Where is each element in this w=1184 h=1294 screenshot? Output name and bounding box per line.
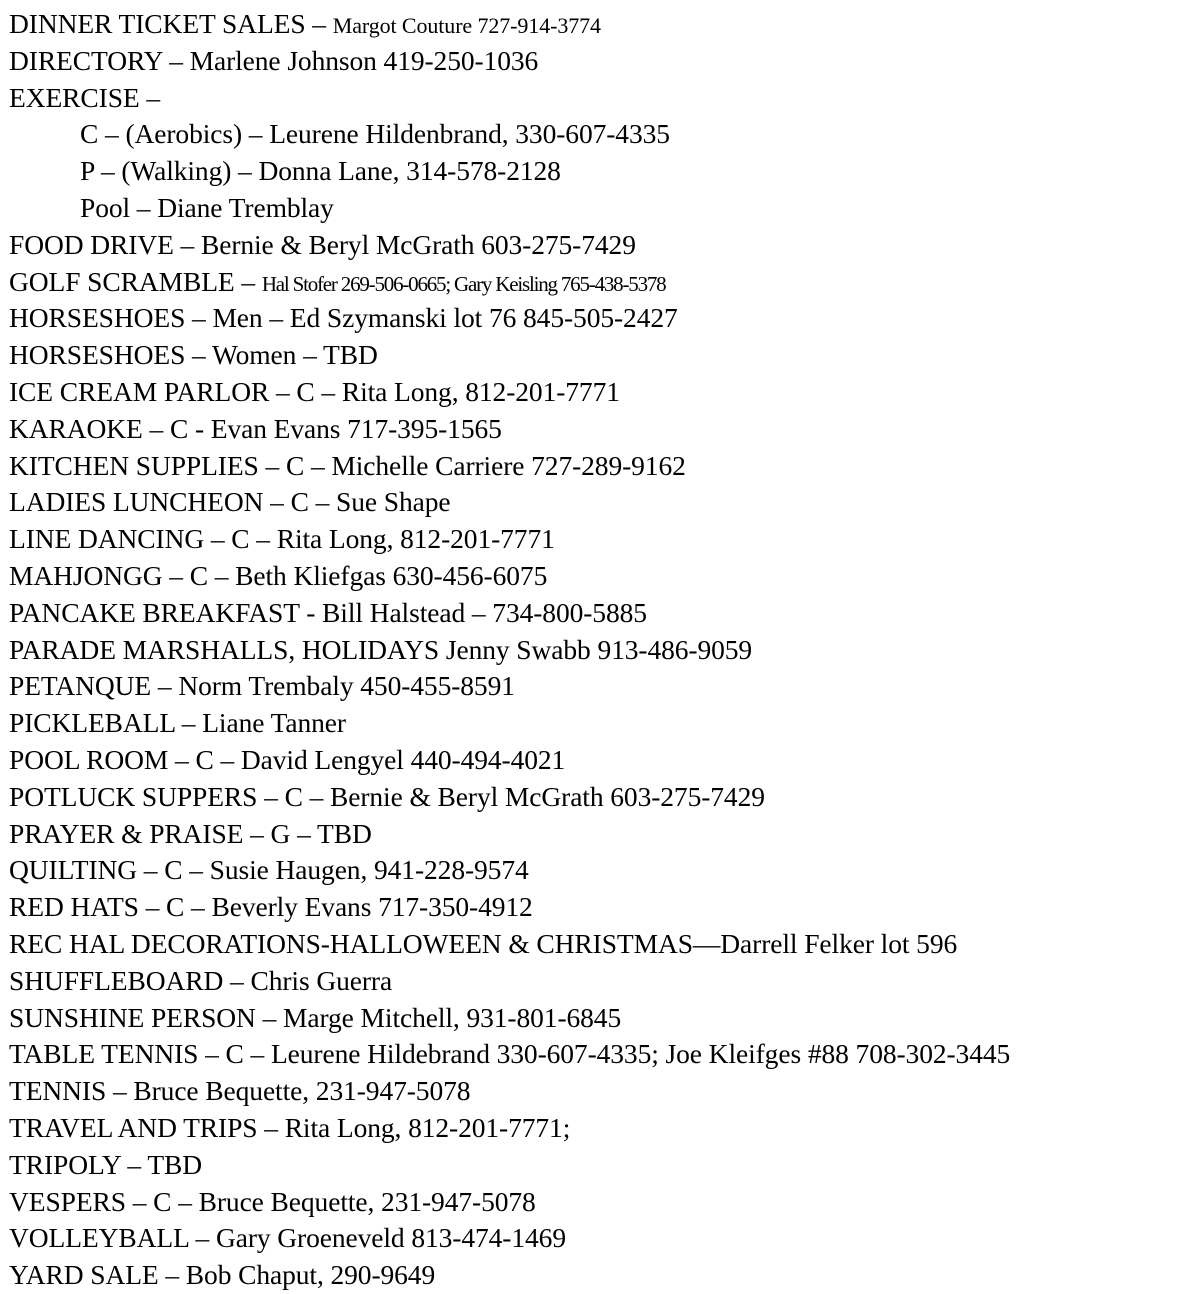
list-item-red-hats <box>9 889 1184 926</box>
entry-text: SHUFFLEBOARD – Chris Guerra <box>9 964 393 996</box>
entry-text: TENNIS – Bruce Bequette, 231-947-5078 <box>9 1075 471 1107</box>
entry-text: ICE CREAM PARLOR – C – Rita Long, 812-201-7771 <box>9 375 620 407</box>
entry-text: VESPERS – C – Bruce Bequette, 231-947-5078 <box>9 1185 536 1217</box>
entry-text: TRIPOLY – TBD <box>9 1148 203 1180</box>
entry-text: P – (Walking) – Donna Lane, 314-578-2128 <box>80 155 561 187</box>
entry-text: VOLLEYBALL – Gary Groeneveld 813-474-1469 <box>9 1222 566 1254</box>
list-item-parade-marshalls <box>9 632 1184 669</box>
list-item-ladies-luncheon <box>9 484 1184 521</box>
list-item-line-dancing <box>9 521 1184 558</box>
list-item-table-tennis <box>9 1036 1184 1073</box>
list-item-quilting <box>9 852 1184 889</box>
entry-text: KARAOKE – C - Evan Evans 717-395-1565 <box>9 412 502 444</box>
entry-text: PRAYER & PRAISE – G – TBD <box>9 817 372 849</box>
list-item-pool-room <box>9 742 1184 779</box>
entry-text: RED HATS – C – Beverly Evans 717-350-4912 <box>9 891 533 923</box>
list-item-prayer-and-praise <box>9 816 1184 853</box>
entry-contact: Margot Couture 727-914-3774 <box>332 13 601 38</box>
entry-text: YARD SALE – Bob Chaput, 290-9649 <box>9 1259 436 1291</box>
list-item-golf-scramble <box>9 264 1184 301</box>
entry-text: LINE DANCING – C – Rita Long, 812-201-7771 <box>9 523 555 555</box>
list-item-pickleball <box>9 705 1184 742</box>
entry-label: GOLF SCRAMBLE – <box>9 265 262 297</box>
entry-text: LADIES LUNCHEON – C – Sue Shape <box>9 486 451 518</box>
list-item-horseshoes-men <box>9 300 1184 337</box>
entry-text: POOL ROOM – C – David Lengyel 440-494-4021 <box>9 743 566 775</box>
list-item-vespers <box>9 1184 1184 1221</box>
list-item-kitchen-supplies <box>9 448 1184 485</box>
list-item-dinner-ticket-sales <box>9 6 1184 43</box>
list-item-travel-and-trips <box>9 1110 1184 1147</box>
list-item-rec-hall-decorations <box>9 926 1184 963</box>
entry-text: KITCHEN SUPPLIES – C – Michelle Carriere 727-289-9162 <box>9 449 686 481</box>
list-item-horseshoes-women <box>9 337 1184 374</box>
list-item-ice-cream-parlor <box>9 374 1184 411</box>
entry-text: PETANQUE – Norm Trembaly 450-455-8591 <box>9 670 515 702</box>
list-item-yard-sale <box>9 1257 1184 1294</box>
entry-text: TABLE TENNIS – C – Leurene Hildebrand 330-607-4335; Joe Kleifges #88 708-302-3445 <box>9 1038 1011 1070</box>
list-item-mahjongg <box>9 558 1184 595</box>
entry-text: MAHJONGG – C – Beth Kliefgas 630-456-6075 <box>9 559 548 591</box>
entry-text: QUILTING – C – Susie Haugen, 941-228-9574 <box>9 854 529 886</box>
list-item-directory <box>9 43 1184 80</box>
list-item-shuffleboard <box>9 963 1184 1000</box>
entry-text: HORSESHOES – Men – Ed Szymanski lot 76 845-505-2427 <box>9 302 678 334</box>
entry-text: Pool – Diane Tremblay <box>80 191 334 223</box>
entry-text: TRAVEL AND TRIPS – Rita Long, 812-201-7771; <box>9 1111 571 1143</box>
entry-text: SUNSHINE PERSON – Marge Mitchell, 931-801-6845 <box>9 1001 622 1033</box>
entry-label: DINNER TICKET SALES – <box>9 8 333 39</box>
list-item-tennis <box>9 1073 1184 1110</box>
entry-text: PICKLEBALL – Liane Tanner <box>9 707 346 739</box>
list-item-exercise-walking <box>9 153 1184 190</box>
list-item-petanque <box>9 668 1184 705</box>
list-item-exercise-pool <box>9 190 1184 227</box>
list-item-sunshine-person <box>9 1000 1184 1037</box>
list-item-pancake-breakfast <box>9 595 1184 632</box>
entry-text: HORSESHOES – Women – TBD <box>9 339 378 371</box>
entry-text: EXERCISE – <box>9 81 161 113</box>
list-item-food-drive <box>9 227 1184 264</box>
list-item-volleyball <box>9 1220 1184 1257</box>
entry-text: C – (Aerobics) – Leurene Hildenbrand, 330-607-4335 <box>80 118 670 150</box>
entry-contact: Hal Stofer 269-506-0665; Gary Keisling 765-438-5378 <box>261 271 666 296</box>
list-item-potluck-suppers <box>9 779 1184 816</box>
entry-text: FOOD DRIVE – Bernie & Beryl McGrath 603-275-7429 <box>9 228 636 260</box>
entry-text: DIRECTORY – Marlene Johnson 419-250-1036 <box>9 44 539 76</box>
committee-contact-list <box>9 6 1184 1294</box>
list-item-exercise-aerobics <box>9 116 1184 153</box>
list-item-tripoly <box>9 1147 1184 1184</box>
entry-text: REC HAL DECORATIONS-HALLOWEEN & CHRISTMAS—Darrell Felker lot 596 <box>9 927 958 959</box>
list-item-karaoke <box>9 411 1184 448</box>
entry-text: PARADE MARSHALLS, HOLIDAYS Jenny Swabb 913-486-9059 <box>9 633 753 665</box>
entry-text: PANCAKE BREAKFAST - Bill Halstead – 734-800-5885 <box>9 596 647 628</box>
list-item-exercise <box>9 80 1184 117</box>
entry-text: POTLUCK SUPPERS – C – Bernie & Beryl McGrath 603-275-7429 <box>9 780 765 812</box>
